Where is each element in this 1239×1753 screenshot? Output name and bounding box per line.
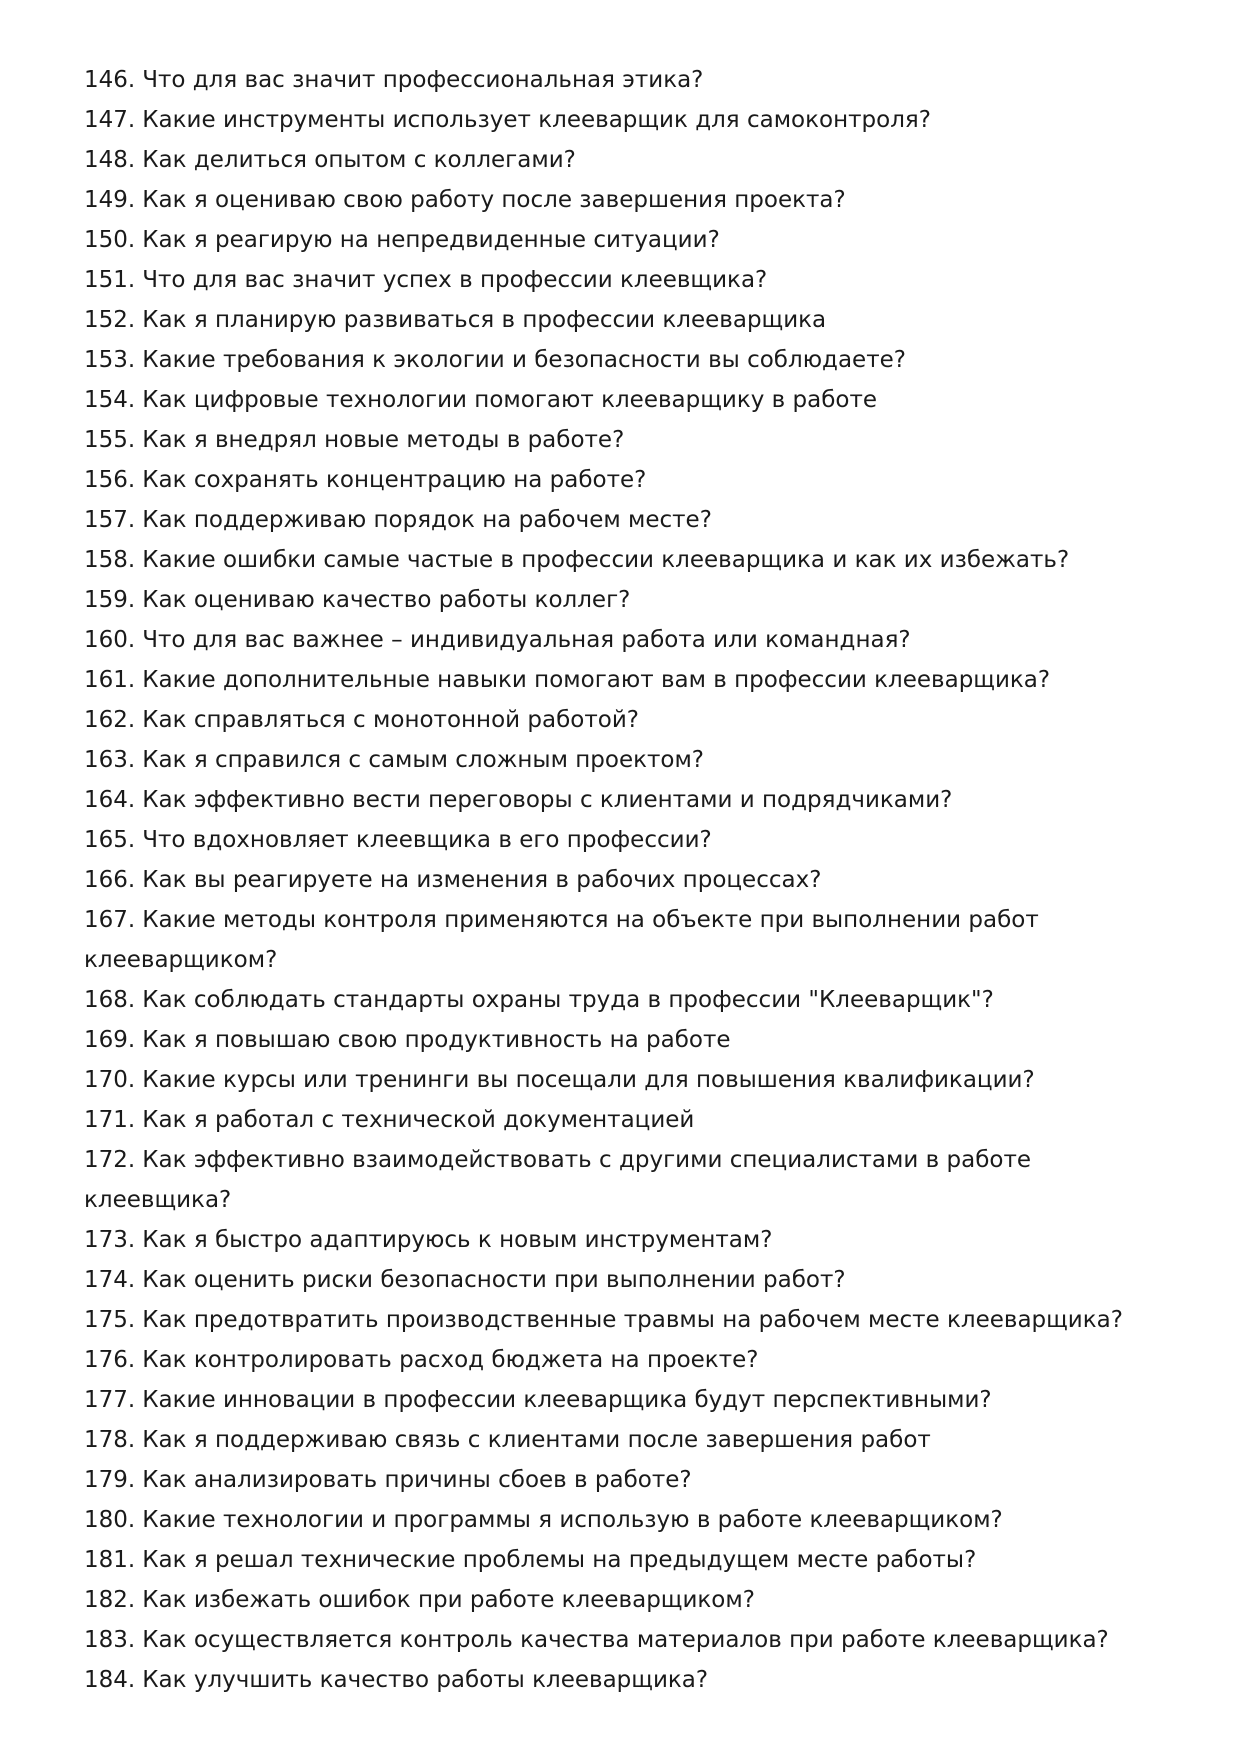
question-text: Как цифровые технологии помогают клееварщику в работе — [142, 387, 878, 413]
list-item — [84, 700, 1164, 740]
question-text: Как анализировать причины сбоев в работе? — [142, 1467, 692, 1493]
question-number: 180. — [84, 1507, 136, 1533]
question-text: Как я реагирую на непредвиденные ситуации? — [142, 227, 720, 253]
question-number: 150. — [84, 227, 136, 253]
list-item — [84, 340, 1164, 380]
question-text: Как поддерживаю порядок на рабочем месте? — [142, 507, 712, 533]
question-text: Как я внедрял новые методы в работе? — [142, 427, 625, 453]
question-text: Как оцениваю качество работы коллег? — [142, 587, 631, 613]
list-item — [84, 1620, 1164, 1660]
list-item — [84, 900, 1164, 980]
list-item — [84, 860, 1164, 900]
list-item — [84, 1300, 1164, 1340]
list-item — [84, 1380, 1164, 1420]
question-number: 153. — [84, 347, 136, 373]
question-number: 183. — [84, 1627, 136, 1653]
question-text: Что для вас значит профессиональная этика? — [142, 67, 704, 93]
list-item — [84, 1260, 1164, 1300]
list-item — [84, 1540, 1164, 1580]
list-item — [84, 660, 1164, 700]
question-text: Как справляться с монотонной работой? — [142, 707, 639, 733]
question-number: 155. — [84, 427, 136, 453]
list-item — [84, 580, 1164, 620]
question-number: 169. — [84, 1027, 136, 1053]
question-number: 167. — [84, 907, 136, 933]
list-item — [84, 1060, 1164, 1100]
question-text: Как сохранять концентрацию на работе? — [142, 467, 647, 493]
question-text: Как я справился с самым сложным проектом? — [142, 747, 705, 773]
question-number: 149. — [84, 187, 136, 213]
list-item — [84, 1020, 1164, 1060]
question-text: Как я планирую развиваться в профессии клееварщика — [142, 307, 827, 333]
question-text: Какие инструменты использует клееварщик для самоконтроля? — [142, 107, 931, 133]
question-number: 166. — [84, 867, 136, 893]
question-number: 151. — [84, 267, 136, 293]
list-item — [84, 420, 1164, 460]
question-number: 184. — [84, 1667, 136, 1693]
list-item — [84, 820, 1164, 860]
question-text: Что для вас значит успех в профессии клеевщика? — [142, 267, 768, 293]
list-item — [84, 220, 1164, 260]
list-item — [84, 740, 1164, 780]
question-text: Что вдохновляет клеевщика в его профессии? — [142, 827, 712, 853]
question-number: 146. — [84, 67, 136, 93]
list-item — [84, 180, 1164, 220]
question-number: 173. — [84, 1227, 136, 1253]
question-number: 154. — [84, 387, 136, 413]
question-number: 158. — [84, 547, 136, 573]
question-number: 164. — [84, 787, 136, 813]
question-text: Как вы реагируете на изменения в рабочих процессах? — [142, 867, 822, 893]
question-text: Как эффективно взаимодействовать с другими специалистами в работе клеевщика? — [84, 1147, 1031, 1213]
question-number: 182. — [84, 1587, 136, 1613]
question-number: 165. — [84, 827, 136, 853]
question-text: Как оценить риски безопасности при выполнении работ? — [142, 1267, 846, 1293]
question-text: Как предотвратить производственные травмы на рабочем месте клееварщика? — [142, 1307, 1123, 1333]
question-number: 176. — [84, 1347, 136, 1373]
list-item — [84, 1580, 1164, 1620]
question-text: Как я работал с технической документацией — [142, 1107, 695, 1133]
list-item — [84, 1460, 1164, 1500]
question-list — [84, 60, 1164, 1700]
list-item — [84, 1340, 1164, 1380]
question-text: Как я быстро адаптируюсь к новым инструментам? — [142, 1227, 773, 1253]
question-number: 159. — [84, 587, 136, 613]
list-item — [84, 1220, 1164, 1260]
question-text: Как я поддерживаю связь с клиентами после завершения работ — [142, 1427, 931, 1453]
question-text: Как я оцениваю свою работу после завершения проекта? — [142, 187, 846, 213]
question-number: 181. — [84, 1547, 136, 1573]
question-number: 170. — [84, 1067, 136, 1093]
list-item — [84, 1500, 1164, 1540]
question-text: Как соблюдать стандарты охраны труда в профессии "Клееварщик"? — [142, 987, 994, 1013]
question-number: 177. — [84, 1387, 136, 1413]
question-text: Какие дополнительные навыки помогают вам в профессии клееварщика? — [142, 667, 1051, 693]
question-text: Какие ошибки самые частые в профессии клееварщика и как их избежать? — [142, 547, 1070, 573]
question-text: Как контролировать расход бюджета на проекте? — [142, 1347, 759, 1373]
question-number: 162. — [84, 707, 136, 733]
list-item — [84, 260, 1164, 300]
list-item — [84, 380, 1164, 420]
question-number: 178. — [84, 1427, 136, 1453]
list-item — [84, 460, 1164, 500]
question-number: 174. — [84, 1267, 136, 1293]
list-item — [84, 60, 1164, 100]
list-item — [84, 1660, 1164, 1700]
question-text: Какие курсы или тренинги вы посещали для повышения квалификации? — [142, 1067, 1035, 1093]
question-text: Какие технологии и программы я использую в работе клееварщиком? — [142, 1507, 1003, 1533]
list-item — [84, 1100, 1164, 1140]
question-number: 161. — [84, 667, 136, 693]
list-item — [84, 540, 1164, 580]
list-item — [84, 500, 1164, 540]
question-number: 156. — [84, 467, 136, 493]
list-item — [84, 1140, 1164, 1220]
question-number: 172. — [84, 1147, 136, 1173]
question-text: Как я решал технические проблемы на предыдущем месте работы? — [142, 1547, 977, 1573]
question-text: Какие методы контроля применяются на объекте при выполнении работ клееварщиком? — [84, 907, 1039, 973]
question-text: Какие требования к экологии и безопасности вы соблюдаете? — [142, 347, 906, 373]
question-text: Как эффективно вести переговоры с клиентами и подрядчиками? — [142, 787, 953, 813]
list-item — [84, 620, 1164, 660]
question-number: 175. — [84, 1307, 136, 1333]
question-number: 157. — [84, 507, 136, 533]
question-number: 152. — [84, 307, 136, 333]
question-text: Как осуществляется контроль качества материалов при работе клееварщика? — [142, 1627, 1109, 1653]
question-text: Какие инновации в профессии клееварщика будут перспективными? — [142, 1387, 992, 1413]
list-item — [84, 300, 1164, 340]
question-number: 171. — [84, 1107, 136, 1133]
question-text: Как улучшить качество работы клееварщика? — [142, 1667, 709, 1693]
question-number: 179. — [84, 1467, 136, 1493]
question-text: Как избежать ошибок при работе клееварщиком? — [142, 1587, 755, 1613]
question-number: 148. — [84, 147, 136, 173]
list-item — [84, 100, 1164, 140]
list-item — [84, 1420, 1164, 1460]
list-item — [84, 980, 1164, 1020]
question-number: 160. — [84, 627, 136, 653]
question-number: 168. — [84, 987, 136, 1013]
question-text: Как я повышаю свою продуктивность на работе — [142, 1027, 731, 1053]
question-number: 147. — [84, 107, 136, 133]
question-number: 163. — [84, 747, 136, 773]
list-item — [84, 140, 1164, 180]
question-text: Как делиться опытом с коллегами? — [142, 147, 576, 173]
list-item — [84, 780, 1164, 820]
question-text: Что для вас важнее – индивидуальная работа или командная? — [142, 627, 911, 653]
